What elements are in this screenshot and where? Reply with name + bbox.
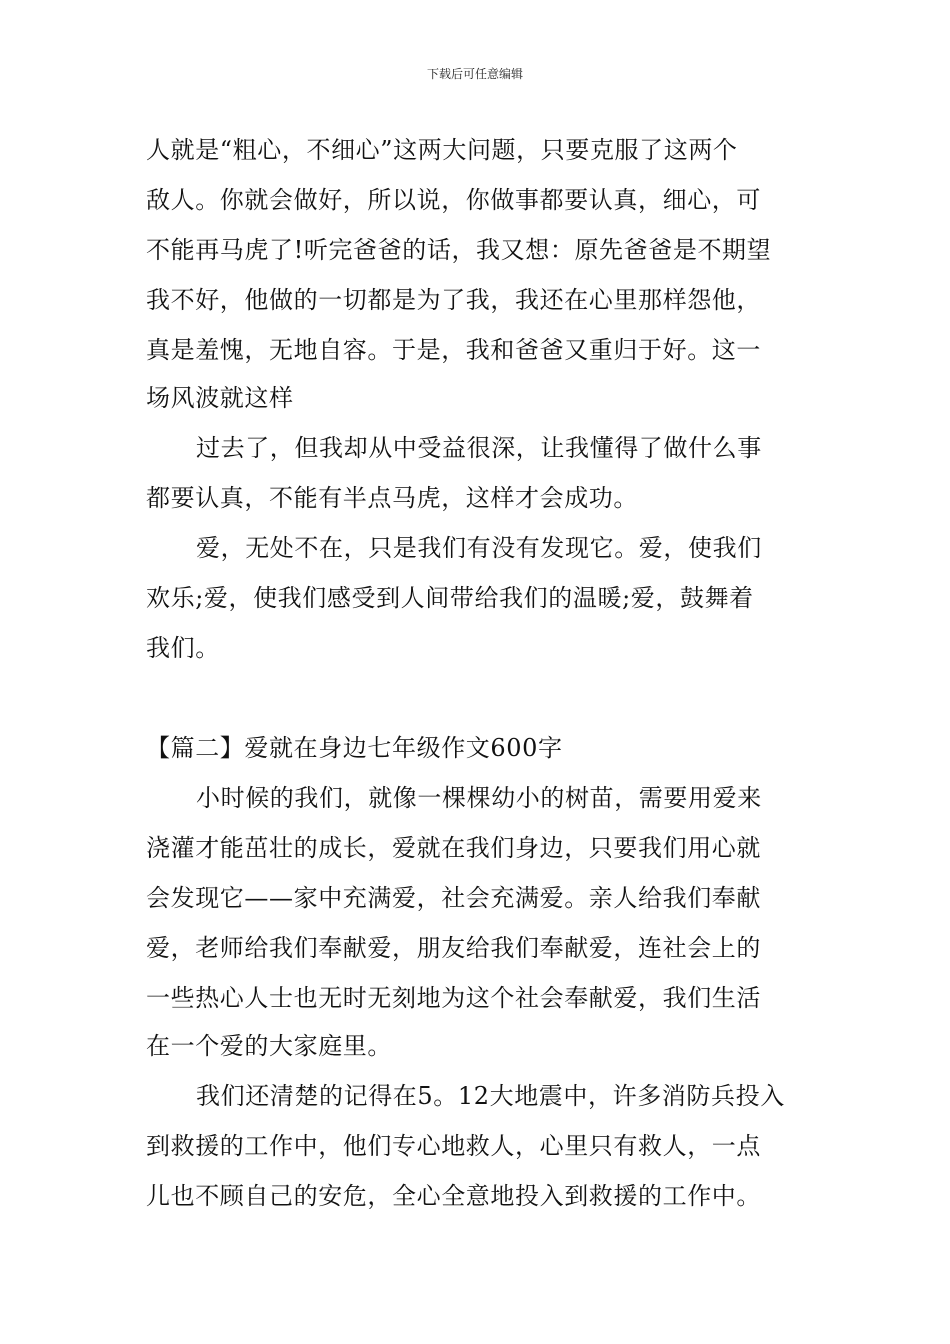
text-line: 场风波就这样 bbox=[146, 384, 294, 412]
text-line: 到救援的工作中，他们专心地救人，心里只有救人，一点 bbox=[146, 1132, 761, 1160]
text-line: 欢乐;爱，使我们感受到人间带给我们的温暖;爱，鼓舞着 bbox=[146, 584, 754, 612]
text-line: 我们还清楚的记得在5。12大地震中，许多消防兵投入 bbox=[196, 1082, 785, 1110]
text-line: 在一个爱的大家庭里。 bbox=[146, 1032, 392, 1060]
page-header: 下载后可任意编辑 bbox=[426, 67, 523, 81]
text-line: 小时候的我们，就像一棵棵幼小的树苗，需要用爱来 bbox=[196, 784, 762, 812]
text-line: 人就是“粗心，不细心”这两大问题，只要克服了这两个 bbox=[146, 136, 738, 164]
text-line: 都要认真，不能有半点马虎，这样才会成功。 bbox=[146, 484, 638, 512]
text-line: 敌人。你就会做好，所以说，你做事都要认真，细心，可 bbox=[146, 186, 761, 214]
text-line: 会发现它——家中充满爱，社会充满爱。亲人给我们奉献 bbox=[146, 884, 761, 912]
text-line: 爱，无处不在，只是我们有没有发现它。爱，使我们 bbox=[196, 534, 762, 562]
text-line: 我们。 bbox=[146, 634, 220, 662]
section-title: 【篇二】爱就在身边七年级作文600字 bbox=[146, 734, 563, 762]
text-line: 儿也不顾自己的安危，全心全意地投入到救援的工作中。 bbox=[146, 1182, 761, 1210]
text-line: 浇灌才能茁壮的成长，爱就在我们身边，只要我们用心就 bbox=[146, 834, 761, 862]
text-line: 我不好，他做的一切都是为了我，我还在心里那样怨他， bbox=[146, 286, 761, 314]
text-line: 过去了，但我却从中受益很深，让我懂得了做什么事 bbox=[196, 434, 762, 462]
text-line: 一些热心人士也无时无刻地为这个社会奉献爱，我们生活 bbox=[146, 984, 761, 1012]
text-line: 爱，老师给我们奉献爱，朋友给我们奉献爱，连社会上的 bbox=[146, 934, 761, 962]
text-line: 不能再马虎了!听完爸爸的话，我又想：原先爸爸是不期望 bbox=[146, 236, 772, 264]
text-line: 真是羞愧，无地自容。于是，我和爸爸又重归于好。这一 bbox=[146, 336, 761, 364]
